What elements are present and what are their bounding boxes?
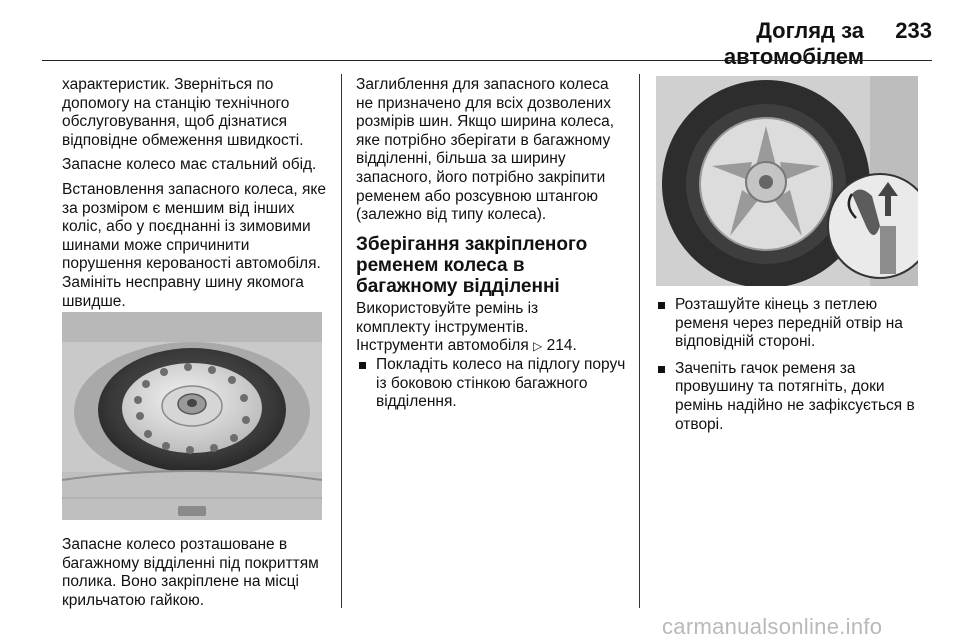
header-rule xyxy=(42,60,932,61)
column-1-text xyxy=(62,76,332,317)
column-2-text xyxy=(356,76,628,231)
list-item: Розташуйте кінець з петлею ременя через передній отвір на відповідній стороні. xyxy=(655,296,927,352)
list-item: Зачепіть гачок ременя за провушину та потягніть, доки ремінь надійно не зафіксується в отворі. xyxy=(655,360,927,434)
list-item: Покладіть колесо на підлогу поруч із боковою стінкою багажного відділення. xyxy=(356,356,628,412)
paragraph-smaller-wheel: Встановлення запасного колеса, яке за розміром є меншим від інших коліс, або у поєднанні із зимовими шинами може спричинити порушення керованості автомобіля. Замініть несправну шину якомога швидше. xyxy=(62,180,326,310)
column-3-bullets xyxy=(655,296,927,442)
watermark: carmanualsonline.info xyxy=(662,614,883,639)
spare-wheel-trunk-illustration xyxy=(62,312,322,520)
photo-caption xyxy=(62,536,334,616)
wheel-strap-photo xyxy=(656,76,918,286)
spare-wheel-trunk-photo xyxy=(62,312,322,520)
column-2-bullets xyxy=(356,356,628,420)
xref-arrow-icon: ▷ xyxy=(533,339,543,354)
paragraph-speed-limit: характеристик. Зверніться по допомогу на станцію технічного обслуговування, щоб дізнатися відповідне обмеження швидкості. xyxy=(62,76,304,149)
column-divider-1 xyxy=(341,74,342,608)
intro-text: Використовуйте ремінь із комплекту інструментів. Інструменти автомобіля ▷ 214. xyxy=(356,300,577,355)
square-bullet-icon xyxy=(658,302,665,309)
page-number: 233 xyxy=(895,18,932,43)
square-bullet-icon xyxy=(658,366,665,373)
wheel-strap-illustration xyxy=(656,76,918,286)
page-title: Догляд за автомобілем xyxy=(723,18,864,69)
column-divider-2 xyxy=(639,74,640,608)
intro-text-block xyxy=(356,300,596,362)
caption-text: Запасне колесо розташоване в багажному відділенні під покриттям полика. Воно закріплене на місці крильчатою гайкою. xyxy=(62,536,319,609)
paragraph-steel-rim: Запасне колесо має стальний обід. xyxy=(62,156,317,174)
paragraph-spare-well: Заглиблення для запасного колеса не призначено для всіх дозволених розмірів шин. Якщо ширина колеса, яке потрібно зберігати в багажному відділенні, більша за ширину запасного, його потрібно закріпити ременем або розсувною штангою (залежно від типу колеса). xyxy=(356,76,615,224)
square-bullet-icon xyxy=(359,362,366,369)
xref-page-link[interactable]: 214 xyxy=(546,337,573,355)
section-heading: Зберігання закріпленого ременем колеса в багажному відділенні xyxy=(356,234,588,297)
